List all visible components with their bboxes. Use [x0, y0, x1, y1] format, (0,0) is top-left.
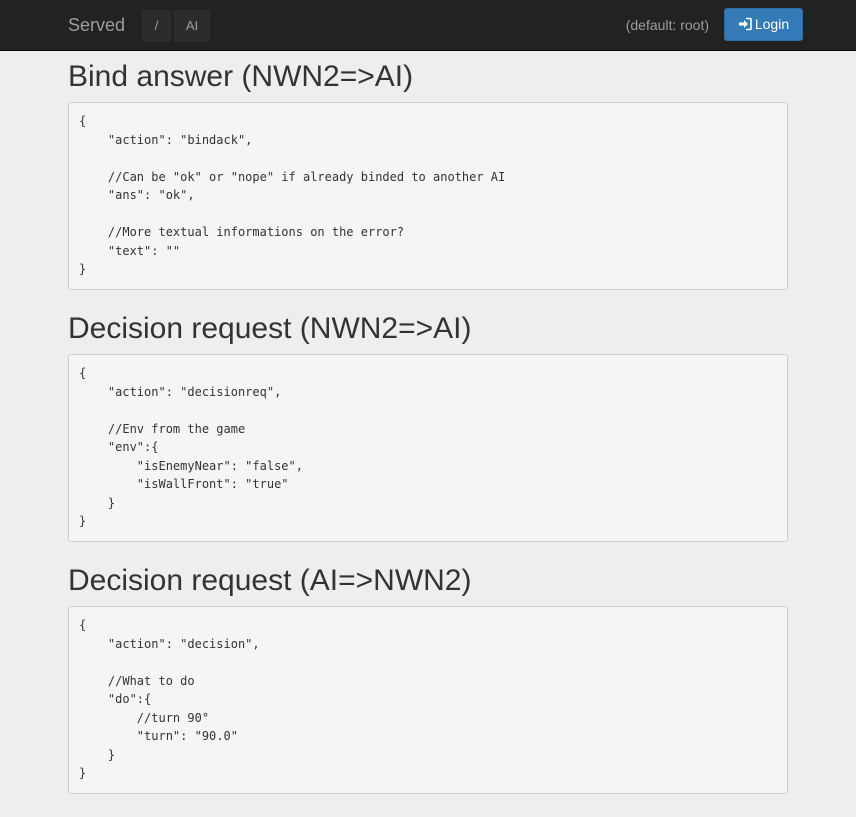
code-block-decision-request-out: { "action": "decision", //What to do "do":{ //turn 90° "turn": "90.0" } } [68, 606, 788, 794]
code-block-decision-request-in: { "action": "decisionreq", //Env from the game "env":{ "isEnemyNear": "false", "isWallFront": "true" } } [68, 354, 788, 542]
section-title-decision-request-in: Decision request (NWN2=>AI) [68, 312, 472, 345]
navbar [0, 0, 856, 51]
main-content [68, 52, 788, 808]
login-label: Login [754, 16, 790, 32]
code-block-bind-answer: { "action": "bindack", //Can be "ok" or "nope" if already binded to another AI "ans": "ok", //More textual informations on the error? "text": "" } [68, 102, 788, 290]
section-title-bind-answer: Bind answer (NWN2=>AI) [68, 60, 414, 93]
sign-in-icon [738, 17, 752, 31]
breadcrumb-ai[interactable]: AI [174, 10, 210, 42]
breadcrumb-root[interactable]: / [142, 10, 171, 42]
user-info: (default: root) [625, 17, 709, 33]
section-title-decision-request-out: Decision request (AI=>NWN2) [68, 564, 472, 597]
brand-link[interactable]: Served [68, 15, 126, 35]
login-button[interactable] [724, 8, 803, 41]
